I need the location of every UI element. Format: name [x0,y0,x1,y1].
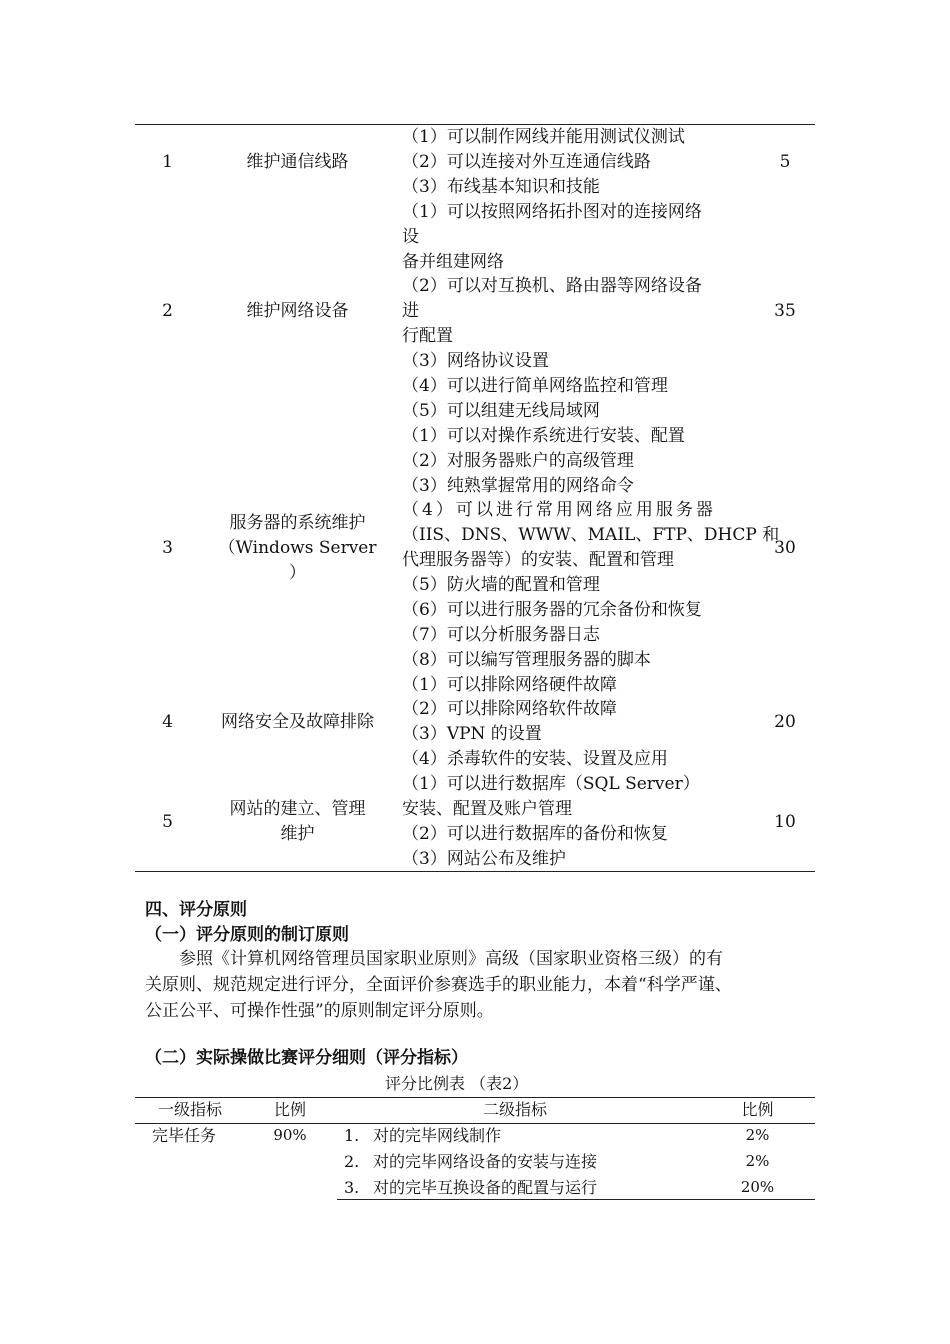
table1-row4-score: 20 [774,712,796,732]
table1-row2-item: （1）可以按照网络拓扑图对的连接网络 [402,202,702,222]
table1-row3-item: （2）对服务器账户的高级管理 [402,451,634,471]
table2-header-ratio1: 比例 [273,1100,306,1119]
table1-row3-name-line: 服务器的系统维护 [229,513,366,533]
table1-row5-item: （3）网站公布及维护 [402,849,566,869]
table1-row4-item: （4）杀毒软件的安装、设置及应用 [402,749,668,769]
table2-row-num: 3. [344,1178,360,1197]
table1-row2-item: 备并组建网络 [402,252,504,272]
table1-row3-name-line: （Windows Server [218,538,377,558]
table1-row3-item: （4）可以进行常用网络应用服务器 [402,500,716,520]
paragraph-line: 参照《计算机网络管理员国家职业原则》高级（国家职业资格三级）的有 [179,949,723,969]
table1-row2-item: 进 [402,301,419,321]
table1-row1-num: 1 [162,152,173,172]
table1-row1-item: （1）可以制作网线并能用测试仪测试 [402,127,685,147]
table2-row-text: 对的完毕互换设备的配置与运行 [373,1178,598,1197]
table2-header-ratio2: 比例 [741,1100,774,1119]
table1-row3-num: 3 [162,538,173,558]
table2-row-text: 对的完毕网线制作 [373,1126,502,1145]
table2-row-ratio: 20% [740,1178,775,1196]
paragraph-line: 关原则、规范规定进行评分，全面评价参赛选手的职业能力，本着“科学严谨、 [145,975,732,995]
table1-row4-item: （2）可以排除网络软件故障 [402,699,617,719]
table2-caption: 评分比例表 （表2） [385,1074,529,1093]
table2-level1-ratio: 90% [273,1126,307,1144]
subsection-heading-1: （一）评分原则的制订原则 [145,925,349,945]
table1-row2-item: 行配置 [402,326,453,346]
table1-row3-item: （8）可以编写管理服务器的脚本 [402,650,651,670]
table1-row3-item: 代理服务器等）的安装、配置和管理 [402,550,674,570]
table1-row2-name: 维护网络设备 [246,301,349,321]
table1-row5-num: 5 [162,812,173,832]
table1-row5-item: 安装、配置及账户管理 [402,799,572,819]
table2-level1-value: 完毕任务 [152,1126,217,1145]
table1-row5-item: （2）可以进行数据库的备份和恢复 [402,824,668,844]
table2-row-num: 2. [344,1152,360,1171]
table1-row2-item: （3）网络协议设置 [402,351,549,371]
table2-row-ratio: 2% [745,1152,770,1170]
subsection-heading-2: （二）实际操做比赛评分细则（评分指标） [145,1048,468,1068]
table1-row1-item: （3）布线基本知识和技能 [402,177,600,197]
paragraph-line: 公正公平、可操作性强”的原则制定评分原则。 [145,1001,494,1021]
table1-row2-item: （2）可以对互换机、路由器等网络设备 [402,276,702,296]
table1-row4-item: （1）可以排除网络硬件故障 [402,675,617,695]
table2-header-level1: 一级指标 [157,1100,222,1119]
table1-row3-item: （3）纯熟掌握常用的网络命令 [402,476,634,496]
table1-row5-score: 10 [774,812,796,832]
table2-bottom-rule [337,1199,815,1200]
table1-row1-item: （2）可以连接对外互连通信线路 [402,152,651,172]
table1-row3-name-line: ） [289,563,306,583]
table1-row2-item: 设 [402,227,419,247]
table1-row5-item: （1）可以进行数据库（SQL Server） [402,774,700,794]
table1-row2-score: 35 [774,301,796,321]
table1-row3-score: 30 [774,538,796,558]
table2-header-level2: 二级指标 [482,1100,547,1119]
table1-row2-item: （4）可以进行简单网络监控和管理 [402,376,668,396]
table1-row5-name-line: 网站的建立、管理 [229,799,366,819]
table1-row4-num: 4 [162,712,173,732]
table1-row3-item: （1）可以对操作系统进行安装、配置 [402,426,685,446]
table1-row3-item: （6）可以进行服务器的冗余备份和恢复 [402,600,702,620]
table1-row3-item: （5）防火墙的配置和管理 [402,575,600,595]
table1-row5-name-line: 维护 [280,824,315,844]
table2-row-num: 1. [344,1126,360,1145]
table1-row4-name: 网络安全及故障排除 [221,712,374,732]
table2-row-ratio: 2% [745,1126,770,1144]
table1-row3-item: （7）可以分析服务器日志 [402,625,600,645]
table1-row3-item: （IIS、DNS、WWW、MAIL、FTP、DHCP 和 [402,525,780,545]
table2-row-text: 对的完毕网络设备的安装与连接 [373,1152,598,1171]
table1-row4-item: （3）VPN 的设置 [402,724,542,744]
table1-row1-name: 维护通信线路 [246,152,349,172]
section-heading: 四、评分原则 [145,900,247,920]
table1-row2-num: 2 [162,301,173,321]
table1-row2-item: （5）可以组建无线局域网 [402,401,600,421]
table1-row1-score: 5 [779,152,791,172]
